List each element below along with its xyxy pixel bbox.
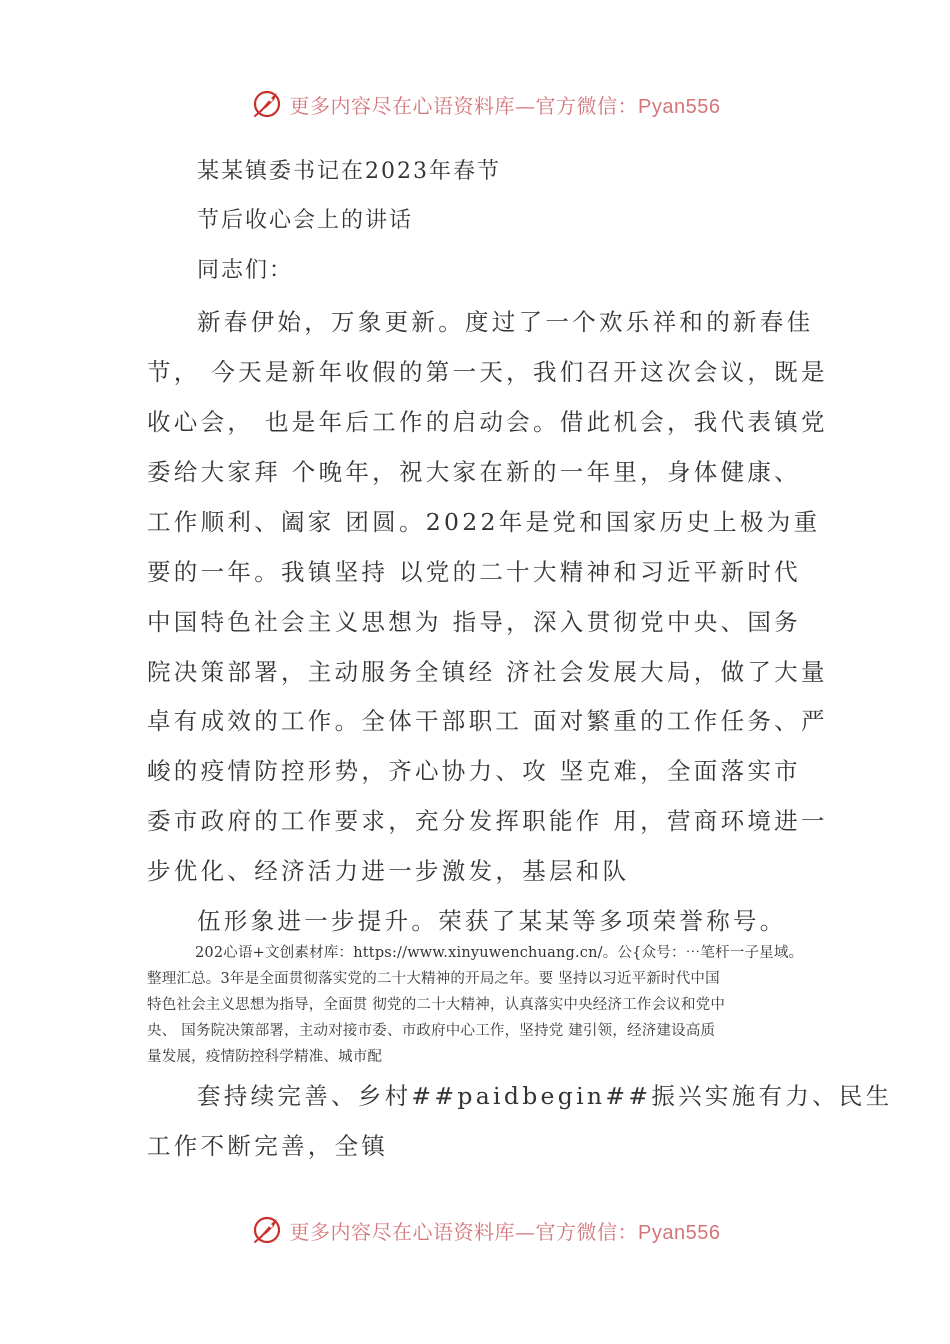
- paragraph-line: 工作顺利、阖家 团圆。2022年是党和国家历史上极为重: [147, 508, 821, 536]
- footer-banner-text: [290, 1216, 721, 1245]
- document-title-line-1: 某某镇委书记在2023年春节: [197, 159, 501, 184]
- small-text-line: 202心语+文创素材库：https://www.xinyuwenchuang.cn/。公{众号：⋯笔杆一子星域。: [195, 945, 804, 961]
- banner-wechat-id: Pyan556: [638, 95, 721, 118]
- banner-wechat-id: Pyan556: [638, 1221, 721, 1244]
- paragraph-line: 峻的疫情防控形势，齐心协力、攻 坚克难，全面落实市: [147, 757, 801, 785]
- paragraph-line: 伍形象进一步提升。荣获了某某等多项荣誉称号。: [197, 907, 787, 935]
- paragraph-line: 套持续完善、乡村##paidbegin##振兴实施有力、民生: [197, 1082, 893, 1110]
- paragraph-line: 卓有成效的工作。全体干部职工 面对繁重的工作任务、严: [147, 707, 828, 735]
- small-text-line: 整理汇总。3年是全面贯彻落实党的二十大精神的开局之年。要 坚持以习近平新时代中国: [147, 971, 720, 987]
- paragraph-line: 中国特色社会主义思想为 指导，深入贯彻党中央、国务: [147, 608, 801, 636]
- small-text-line: 量发展，疫情防控科学精准、城市配: [147, 1049, 383, 1065]
- pen-nib-logo-icon: [250, 87, 284, 121]
- small-text-line: 央、 国务院决策部署，主动对接市委、市政府中心工作，坚持党 建引领，经济建设高质: [147, 1023, 716, 1039]
- paragraph-line: 委给大家拜 个晚年，祝大家在新的一年里，身体健康、: [147, 458, 801, 486]
- inserted-small-text-block: [147, 940, 812, 1070]
- pen-nib-logo-icon: [250, 1213, 284, 1247]
- header-banner-text: [290, 90, 721, 119]
- paragraph-line: 委市政府的工作要求，充分发挥职能作 用，营商环境进一: [147, 807, 828, 835]
- paragraph-line: 要的一年。我镇坚持 以党的二十大精神和习近平新时代: [147, 558, 801, 586]
- footer-banner-content: [250, 1213, 721, 1247]
- salutation: 同志们：: [197, 258, 294, 283]
- document-title-line-2: 节后收心会上的讲话: [197, 208, 414, 233]
- paragraph-line: 院决策部署，主动服务全镇经 济社会发展大局，做了大量: [147, 658, 828, 686]
- header-banner-content: [250, 87, 721, 121]
- footer-banner: [0, 1208, 950, 1252]
- banner-slogan: 更多内容尽在心语资料库—官方微信：: [289, 93, 639, 118]
- paragraph-line: 新春伊始，万象更新。度过了一个欢乐祥和的新春佳: [197, 308, 814, 336]
- small-text-line: 特色社会主义思想为指导，全面贯 彻党的二十大精神，认真落实中央经济工作会议和党中: [147, 997, 726, 1013]
- header-banner: [0, 82, 950, 126]
- paragraph-line: 收心会， 也是年后工作的启动会。借此机会，我代表镇党: [147, 408, 828, 436]
- paragraph-line: 节， 今天是新年收假的第一天，我们召开这次会议，既是: [147, 358, 828, 386]
- paragraph-line: 工作不断完善，全镇: [147, 1132, 389, 1160]
- paragraph-line: 步优化、经济活力进一步激发，基层和队: [147, 857, 630, 885]
- banner-slogan: 更多内容尽在心语资料库—官方微信：: [289, 1219, 639, 1244]
